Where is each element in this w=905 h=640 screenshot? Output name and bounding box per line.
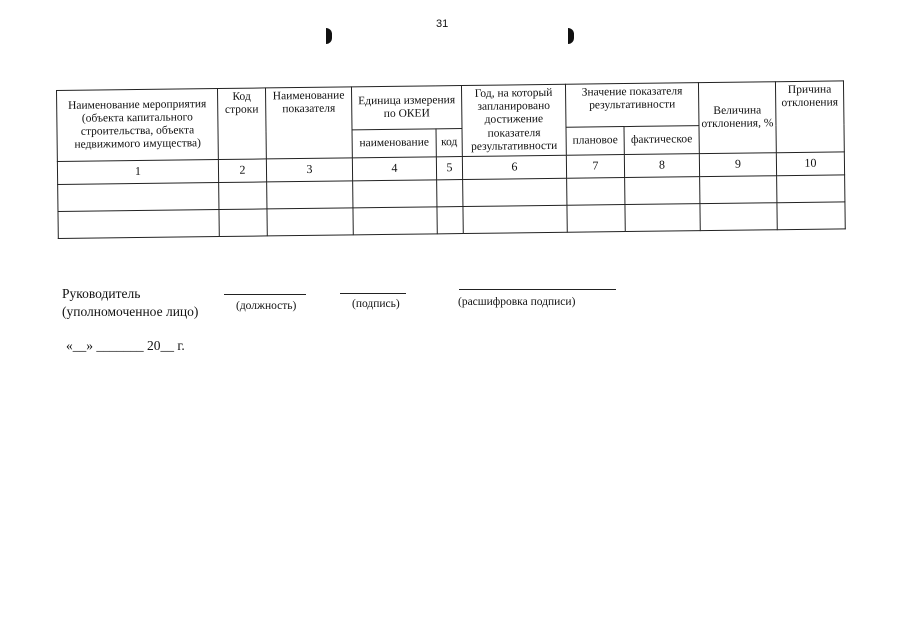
column-number: 2 [218,159,266,183]
header-target-year: Год, на который запланировано достижение показателя результативности [461,84,566,156]
date-line: «__» _______ 20__ г. [66,338,185,353]
column-number: 3 [266,158,352,182]
column-number: 9 [699,153,776,177]
column-number: 8 [624,154,699,178]
header-deviation-value: Величина отклонения, % [698,82,776,154]
position-caption: (должность) [236,300,297,312]
table-cell [625,177,700,205]
column-number: 6 [462,155,566,179]
column-number: 4 [352,157,436,181]
table-cell [625,204,700,232]
table-cell [567,205,625,233]
table-cell [567,178,625,206]
column-number: 10 [776,152,844,176]
header-unit-name: наименование [352,129,436,158]
table-cell [463,178,567,206]
page-number: 31 [436,18,449,30]
decoding-line [459,289,616,290]
header-actual: фактическое [624,126,699,155]
table-cell [58,183,219,212]
table-cell [219,182,267,210]
signature-block [62,285,198,321]
binder-mark-left [326,28,334,46]
table-cell [267,208,353,236]
report-table [56,80,846,239]
table-cell [353,180,437,208]
table-cell [353,207,437,235]
header-planned: плановое [566,127,624,156]
table-cell [267,181,353,209]
header-unit-code: код [436,129,462,157]
table-cell [219,209,267,237]
table-cell [700,203,777,231]
header-indicator-value: Значение показателя результативности [565,83,699,128]
header-indicator-name: Наименование показателя [265,87,352,159]
header-row-code: Код строки [217,88,266,160]
decoding-caption: (расшифровка подписи) [458,296,576,308]
position-line [224,294,306,295]
table-cell [777,175,845,203]
signature-caption: (подпись) [352,298,400,310]
header-deviation-reason: Причина отклонения [775,81,844,153]
head-title: Руководитель [62,286,141,301]
signature-line [340,293,406,294]
authorized-person-label: (уполномоченное лицо) [62,304,199,319]
table-cell [58,210,219,239]
column-number: 1 [57,160,218,185]
table-cell [437,180,463,207]
table-cell [700,176,777,204]
header-unit-okei: Единица измерения по ОКЕИ [351,86,462,130]
table-cell [437,207,463,234]
table-cell [463,205,567,233]
binder-mark-right [568,28,576,46]
column-number: 7 [566,155,624,179]
table-cell [777,202,845,230]
column-number: 5 [436,157,462,180]
header-event-name: Наименование мероприятия (объекта капитального строительства, объекта недвижимого имущества) [57,89,219,162]
